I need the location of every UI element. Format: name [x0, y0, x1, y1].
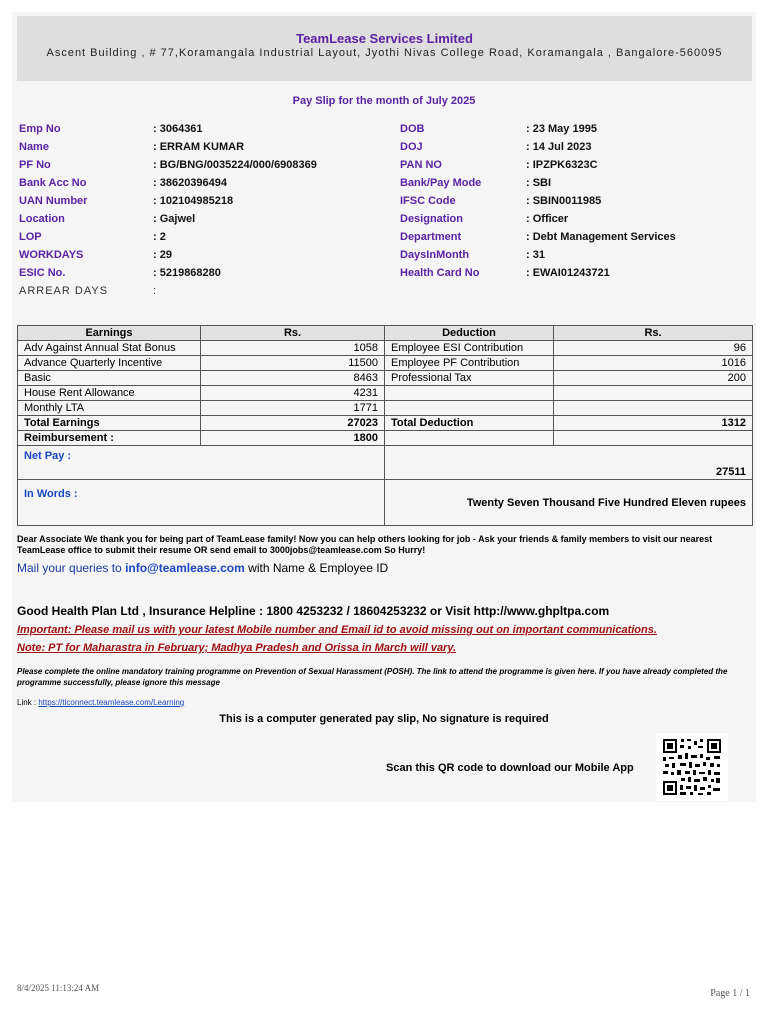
dob-label: DOB	[400, 123, 425, 135]
pan-value: : IPZPK6323C	[526, 159, 598, 171]
totals-row	[18, 416, 753, 431]
bank-acc-label: Bank Acc No	[19, 177, 87, 189]
pan-label: PAN NO	[400, 159, 442, 171]
company-address: Ascent Building , # 77,Koramangala Industrial Layout, Jyothi Nivas College Road, Koramangala , Bangalore-560095	[46, 47, 723, 59]
associate-message: Dear Associate We thank you for being part of TeamLease family! Now you can help others looking for job - Ask your friends & family members to visit our nearest TeamLease office to submit their resume OR send email to 3000jobs@teamlease.com So Hurry!	[17, 534, 713, 555]
table-row	[18, 401, 753, 416]
deduction-amount: 96	[554, 341, 753, 356]
esic-label: ESIC No.	[19, 267, 66, 279]
earning-amount: 8463	[201, 371, 385, 386]
earning-name: Basic	[18, 371, 201, 386]
net-pay-label: Net Pay :	[18, 446, 385, 480]
emp-no-label: Emp No	[19, 123, 61, 135]
health-helpline: Good Health Plan Ltd , Insurance Helpline : 1800 4253232 / 18604253232 or Visit http://www.ghpltpa.com	[17, 604, 610, 618]
in-words-label: In Words :	[18, 480, 385, 526]
bank-acc-value: : 38620396494	[153, 177, 228, 189]
left-info-values	[153, 120, 317, 300]
qr-code-graphic	[656, 733, 728, 801]
health-card-label: Health Card No	[400, 267, 480, 279]
table-row	[18, 371, 753, 386]
total-deduction-value: 1312	[554, 416, 753, 431]
doj-label: DOJ	[400, 141, 423, 153]
mail-prefix: Mail your queries to	[17, 561, 122, 575]
dob-value: : 23 May 1995	[526, 123, 597, 135]
earnings-header: Earnings	[18, 326, 201, 341]
table-header-row	[18, 326, 753, 341]
empty-cell	[385, 431, 554, 446]
lop-label: LOP	[19, 231, 42, 243]
mail-queries	[17, 561, 388, 575]
deduction-amount	[554, 386, 753, 401]
link-label: Link :	[17, 698, 37, 707]
earning-name: Adv Against Annual Stat Bonus	[18, 341, 201, 356]
days-in-month-value: : 31	[526, 249, 545, 261]
qr-code-icon[interactable]	[656, 733, 728, 801]
health-card-value: : EWAI01243721	[526, 267, 610, 279]
location-value: : Gajwel	[153, 213, 196, 225]
workdays-label: WORKDAYS	[19, 249, 84, 261]
in-words-value: Twenty Seven Thousand Five Hundred Eleven rupees	[385, 480, 753, 526]
earning-name: Monthly LTA	[18, 401, 201, 416]
table-row	[18, 386, 753, 401]
bank-pay-mode-label: Bank/Pay Mode	[400, 177, 482, 189]
important-notice: Important: Please mail us with your latest Mobile number and Email id to avoid missing out on important communications.	[17, 624, 657, 636]
earning-amount: 1058	[201, 341, 385, 356]
earning-amount: 1771	[201, 401, 385, 416]
deduction-name: Employee ESI Contribution	[385, 341, 554, 356]
table-row	[18, 356, 753, 371]
deduction-header: Deduction	[385, 326, 554, 341]
in-words-row	[18, 480, 753, 526]
emp-no-value: : 3064361	[153, 123, 203, 135]
earnings-rs-header: Rs.	[201, 326, 385, 341]
deduction-amount	[554, 401, 753, 416]
name-label: Name	[19, 141, 49, 153]
doj-value: : 14 Jul 2023	[526, 141, 592, 153]
right-info-labels	[400, 120, 481, 282]
empty-cell	[554, 431, 753, 446]
reimbursement-label: Reimbursement :	[18, 431, 201, 446]
table-row	[18, 341, 753, 356]
designation-label: Designation	[400, 213, 463, 225]
arrear-days-label: ARREAR DAYS	[19, 285, 109, 297]
total-deduction-label: Total Deduction	[385, 416, 554, 431]
deduction-name	[385, 401, 554, 416]
support-email-link[interactable]: info@teamlease.com	[125, 561, 245, 575]
computer-generated-note: This is a computer generated pay slip, No signature is required	[219, 713, 549, 725]
scan-qr-text: Scan this QR code to download our Mobile App	[386, 762, 634, 774]
deduction-name: Employee PF Contribution	[385, 356, 554, 371]
esic-value: : 5219868280	[153, 267, 221, 279]
designation-value: : Officer	[526, 213, 569, 225]
left-info-labels	[19, 120, 108, 300]
net-pay-row	[18, 446, 753, 480]
learning-link-row	[17, 698, 184, 707]
print-timestamp: 8/4/2025 11:13:24 AM	[17, 983, 100, 993]
uan-label: UAN Number	[19, 195, 88, 207]
location-label: Location	[19, 213, 65, 225]
uan-value: : 102104985218	[153, 195, 234, 207]
earning-amount: 11500	[201, 356, 385, 371]
pt-note: Note: PT for Maharastra in February; Madhya Pradesh and Orissa in March will vary.	[17, 642, 457, 654]
earning-amount: 4231	[201, 386, 385, 401]
arrear-days-value: :	[153, 285, 158, 297]
bank-pay-mode-value: : SBI	[526, 177, 552, 189]
payslip-title: Pay Slip for the month of July 2025	[292, 95, 476, 107]
total-earnings-value: 27023	[201, 416, 385, 431]
deduction-amount: 1016	[554, 356, 753, 371]
department-value: : Debt Management Services	[526, 231, 676, 243]
earning-name: House Rent Allowance	[18, 386, 201, 401]
page-number: Page 1 / 1	[710, 988, 750, 999]
days-in-month-label: DaysInMonth	[400, 249, 470, 261]
ifsc-label: IFSC Code	[400, 195, 456, 207]
company-name: TeamLease Services Limited	[296, 31, 473, 46]
deduction-name	[385, 386, 554, 401]
earnings-deductions-table	[17, 325, 753, 526]
lop-value: : 2	[153, 231, 166, 243]
deduction-rs-header: Rs.	[554, 326, 753, 341]
reimbursement-row	[18, 431, 753, 446]
reimbursement-value: 1800	[201, 431, 385, 446]
deduction-name: Professional Tax	[385, 371, 554, 386]
mail-suffix: with Name & Employee ID	[248, 561, 389, 575]
ifsc-value: : SBIN0011985	[526, 195, 602, 207]
learning-link[interactable]: https://tlconnect.teamlease.com/Learning	[38, 698, 185, 707]
pf-no-value: : BG/BNG/0035224/000/6908369	[153, 159, 317, 171]
pf-no-label: PF No	[19, 159, 51, 171]
right-info-values	[526, 120, 676, 282]
company-header	[17, 16, 752, 81]
workdays-value: : 29	[153, 249, 172, 261]
department-label: Department	[400, 231, 462, 243]
name-value: : ERRAM KUMAR	[153, 141, 245, 153]
net-pay-value: 27511	[385, 446, 753, 480]
deduction-amount: 200	[554, 371, 753, 386]
posh-message: Please complete the online mandatory training programme on Prevention of Sexual Harassment (POSH). The link to attend the programme is given here. If you have already completed the programme successfully, please ignore this message	[17, 667, 728, 687]
total-earnings-label: Total Earnings	[18, 416, 201, 431]
earning-name: Advance Quarterly Incentive	[18, 356, 201, 371]
